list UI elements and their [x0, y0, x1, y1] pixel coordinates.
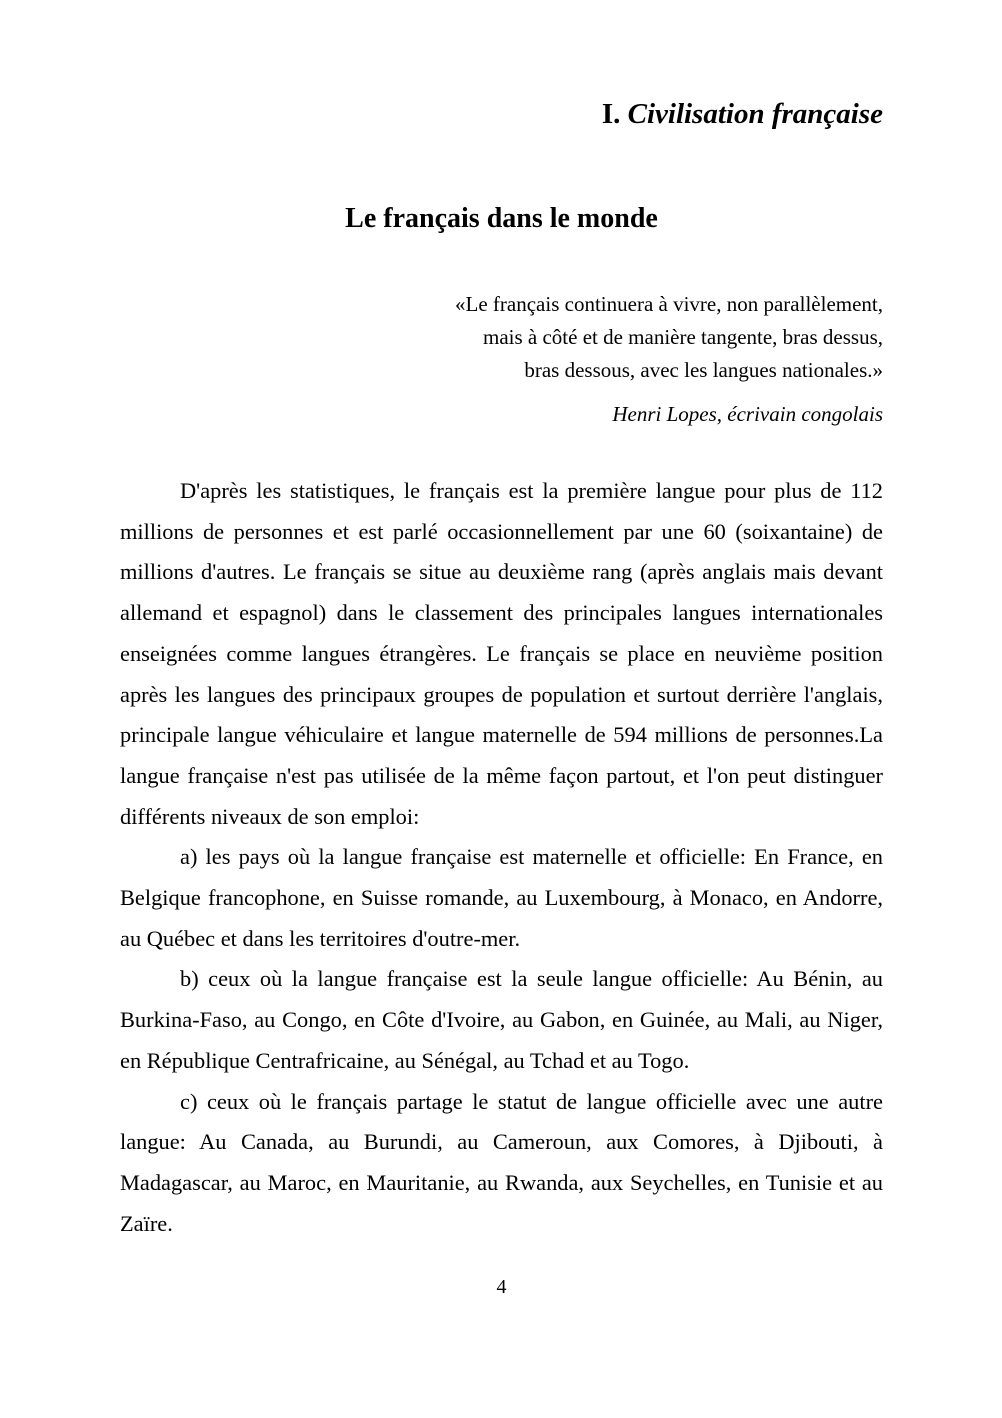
paragraph-item-a: a) les pays où la langue française est maternelle et officielle: En France, en Belgique francophone, en Suisse romande, au Luxembourg, à Monaco, en Andorre, au Québec et dans les territoires d'outre-mer. [120, 844, 883, 951]
epigraph-line: «Le français continuera à vivre, non parallèlement, [455, 292, 883, 316]
chapter-title: Le français dans le monde [345, 203, 658, 234]
part-title: Civilisation française [627, 98, 883, 130]
body-text [120, 471, 883, 1244]
epigraph-line: bras dessous, avec les langues nationales.» [524, 358, 883, 382]
part-number: I. [601, 98, 621, 130]
paragraph-item-b: b) ceux où la langue française est la seule langue officielle: Au Bénin, au Burkina-Faso, au Congo, en Côte d'Ivoire, au Gabon, en Guinée, au Mali, au Niger, en République Centrafricaine, au Sénégal, au Tchad et au Togo. [120, 966, 883, 1073]
epigraph-author: Henri Lopes, écrivain congolais [612, 402, 883, 426]
epigraph [363, 288, 883, 431]
document-page [120, 0, 883, 1418]
paragraph-item-c: c) ceux où le français partage le statut de langue officielle avec une autre langue: Au Canada, au Burundi, au Cameroun, aux Comores, à Djibouti, à Madagascar, au Maroc, en Mauritanie, au Rwanda, aux Seychelles, en Tunisie et au Zaïre. [120, 1088, 883, 1236]
epigraph-line: mais à côté et de manière tangente, bras dessus, [482, 325, 883, 349]
paragraph-intro: D'après les statistiques, le français est la première langue pour plus de 112 millions de personnes et est parlé occasionnellement par une 60 (soixantaine) de millions d'autres. Le français se situe au deuxième rang (après anglais mais devant allemand et espagnol) dans le classement des principales langues internationales enseignées comme langues étrangères. Le français se place en neuvième position après les langues des principaux groupes de population et surtout derrière l'anglais, principale langue véhiculaire et langue maternelle de 594 millions de personnes.La langue française n'est pas utilisée de la même façon partout, et l'on peut distinguer différents niveaux de son emploi: [120, 478, 883, 829]
part-heading [602, 92, 883, 136]
page-number: 4 [496, 1276, 507, 1298]
